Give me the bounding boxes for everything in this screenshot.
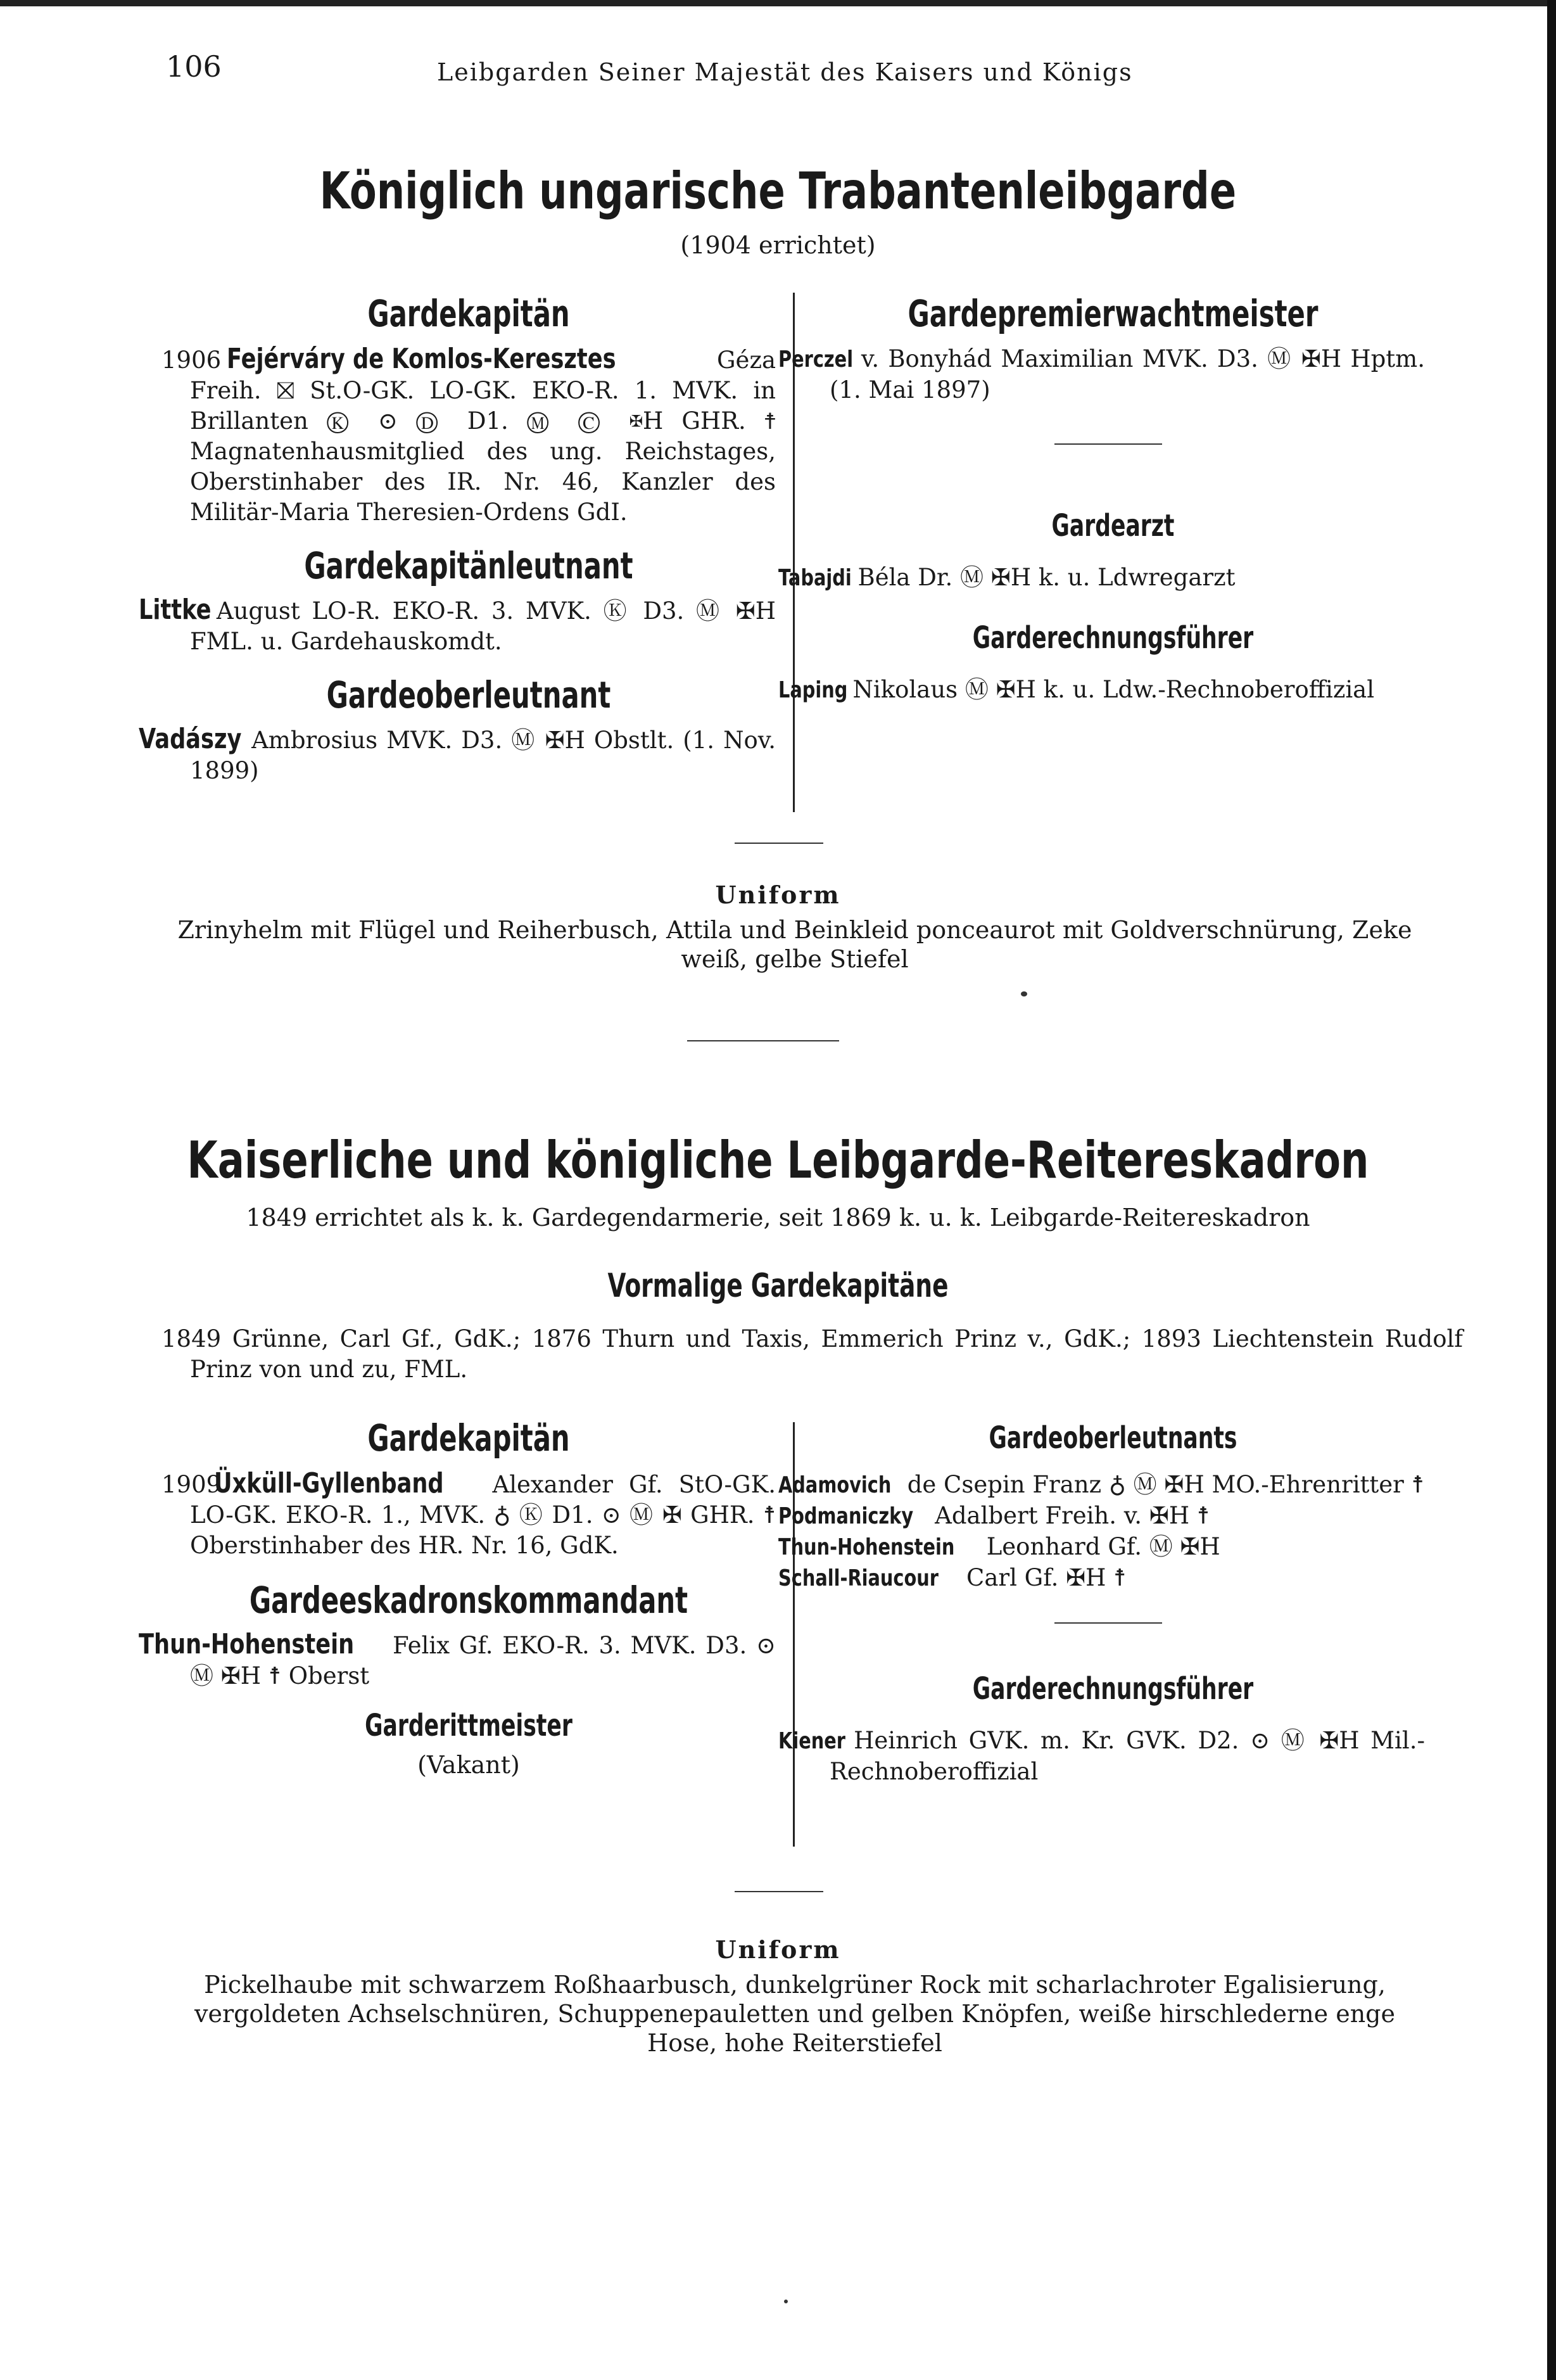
section2-uniform-text: Pickelhaube mit schwarzem Roßhaarbusch, dunkelgrüner Rock mit scharlachroter Egalisierung, vergoldeten Achselschnüren, Schuppenepauletten und gelben Knöpfen, weiße hirschlederne enge Hose, hohe Reiterstiefel [194, 1971, 1395, 2057]
heading-gardekapitaen-2: Gardekapitän [367, 1416, 570, 1460]
entry-text: Felix Gf. EKO-R. 3. MVK. D3. ⊙ Ⓜ ✠H ☨ Oberst [190, 1632, 776, 1690]
entry-vadaszy [139, 723, 776, 786]
section1-subtitle: (1904 errichtet) [680, 231, 876, 259]
section1-uniform-text: Zrinyhelm mit Flügel und Reiherbusch, Attila und Beinkleid ponceaurot mit Goldverschnürung, Zeke weiß, gelbe Stiefel [177, 916, 1412, 973]
section-separator [687, 1040, 839, 1041]
divider-rule [735, 1891, 823, 1892]
entry-text: de Csepin Franz ♁ Ⓜ ✠H MO.-Ehrenritter ☨ [907, 1471, 1424, 1498]
heading-garderechnungsfuehrer: Garderechnungsführer [972, 620, 1254, 656]
section2-right-column [778, 1413, 1425, 1787]
scan-edge-right [1547, 0, 1556, 2380]
list-item [778, 1470, 1425, 1501]
entry-name: Vadászy [139, 723, 242, 755]
section1-right-column [778, 288, 1425, 706]
entry-text: Ambrosius MVK. D3. Ⓜ ✠H Obstlt. (1. Nov. 1899) [190, 727, 776, 784]
entry-name: Üxküll-Gyllenband [214, 1467, 444, 1499]
entry-perczel [778, 344, 1425, 405]
section1-uniform-heading: Uniform [715, 881, 841, 909]
entry-name: Littke [139, 594, 212, 626]
entry-text: Alexander Gf. StO-GK. LO-GK. EKO-R. 1., MVK. ♁ Ⓚ D1. ⊙ Ⓜ ✠ GHR. ☨ Oberstinhaber des HR. Nr. 16, GdK. [190, 1471, 776, 1559]
heading-gardepremierwachtmeister: Gardepremierwachtmeister [908, 292, 1319, 335]
entry-text: August LO-R. EKO-R. 3. MVK. Ⓚ D3. Ⓜ ✠H FML. u. Gardehauskomdt. [190, 597, 776, 655]
entry-name: Perczel [778, 347, 854, 372]
heading-vormalige: Vormalige Gardekapitäne [607, 1267, 949, 1305]
entry-fejervary [161, 344, 776, 528]
entry-name: Laping [778, 677, 848, 703]
heading-gardearzt: Gardearzt [1051, 508, 1175, 544]
entry-text: Géza Freih. ⛝ St.O-GK. LO-GK. EKO-R. 1. MVK. in Brillanten Ⓚ ⊙ Ⓓ D1. Ⓜ Ⓒ ✠H GHR. ☨ Magnatenhausmitglied des ung. Reichstages, Oberstinhaber des IR. Nr. 46, Kanzler des Militär-Maria Theresien-Ordens GdI. [190, 347, 776, 526]
list-item [778, 1501, 1425, 1532]
section1-title: Königlich ungarische Trabantenleibgarde [319, 162, 1237, 220]
entry-name: Tabajdi [778, 565, 852, 591]
garderittmeister-vakant: (Vakant) [417, 1751, 520, 1779]
section1-left-column [139, 288, 776, 786]
page-number: 106 [166, 49, 222, 84]
entry-thun-felix [139, 1628, 776, 1691]
entry-text: Heinrich GVK. m. Kr. GVK. D2. ⊙ Ⓜ ✠H Mil.-Rechnoberoffizial [830, 1727, 1425, 1785]
heading-gardeeskadronskommandant: Gardeeskadronskommandant [249, 1579, 688, 1622]
section2-left-column [139, 1413, 776, 1779]
entry-text: Nikolaus Ⓜ ✠H k. u. Ldw.-Rechnoberoffizial [852, 676, 1375, 703]
entry-text: Leonhard Gf. Ⓜ ✠H [986, 1533, 1220, 1560]
entry-year: 1906 [161, 347, 222, 374]
entry-laping [778, 675, 1425, 706]
entry-name: Fejérváry de Komlos-Keresztes [226, 343, 616, 375]
entry-name: Kiener [778, 1728, 845, 1754]
entry-name: Adamovich [778, 1472, 892, 1498]
scan-edge-top [0, 0, 1556, 6]
section2-title: Kaiserliche und königliche Leibgarde-Reitereskadron [187, 1131, 1369, 1190]
entry-text: Adalbert Freih. v. ✠H ☨ [935, 1502, 1210, 1529]
entry-name: Schall-Riaucour [778, 1565, 939, 1591]
entry-text: Carl Gf. ✠H ☨ [966, 1564, 1127, 1591]
entry-name: Podmaniczky [778, 1503, 914, 1529]
heading-gardekapitaen: Gardekapitän [367, 292, 570, 335]
section2-uniform-heading: Uniform [715, 1935, 841, 1964]
entry-uexkuell [161, 1468, 776, 1561]
entry-text: v. Bonyhád Maximilian MVK. D3. Ⓜ ✠H Hptm. (1. Mai 1897) [830, 345, 1425, 404]
spacer [801, 1594, 1425, 1664]
entry-name: Thun-Hohenstein [778, 1534, 955, 1560]
heading-garderittmeister: Garderittmeister [365, 1708, 572, 1743]
entry-kiener [778, 1726, 1425, 1787]
ink-speck [1021, 991, 1027, 996]
entry-name: Thun-Hohenstein [139, 1628, 355, 1660]
divider-rule [1054, 1622, 1162, 1624]
heading-gardeoberleutnant: Gardeoberleutnant [326, 673, 611, 716]
list-item [778, 1563, 1425, 1594]
spacer [801, 405, 1425, 500]
ink-speck [784, 2300, 788, 2303]
vormalige-block [0, 1261, 1556, 1311]
entry-year: 1909 [161, 1471, 222, 1498]
divider-rule [735, 843, 823, 844]
heading-gardeoberleutnants: Gardeoberleutnants [989, 1420, 1237, 1456]
entry-text: Béla Dr. Ⓜ ✠H k. u. Ldwregarzt [857, 564, 1236, 591]
section2-subtitle: 1849 errichtet als k. k. Gardegendarmerie, seit 1869 k. u. k. Leibgarde-Reitereskadron [246, 1204, 1310, 1231]
heading-gardekapitaenleutnant: Gardekapitänleutnant [304, 544, 633, 587]
list-item [778, 1532, 1425, 1563]
entry-littke [139, 594, 776, 657]
entry-tabajdi [778, 563, 1425, 594]
vormalige-text: 1849 Grünne, Carl Gf., GdK.; 1876 Thurn und Taxis, Emmerich Prinz v., GdK.; 1893 Liechtenstein Rudolf Prinz von und zu, FML. [161, 1325, 1463, 1383]
heading-garderechnungsfuehrer-2: Garderechnungsführer [972, 1671, 1254, 1707]
running-head: Leibgarden Seiner Majestät des Kaisers und Königs [437, 58, 1133, 86]
divider-rule [1054, 443, 1162, 445]
